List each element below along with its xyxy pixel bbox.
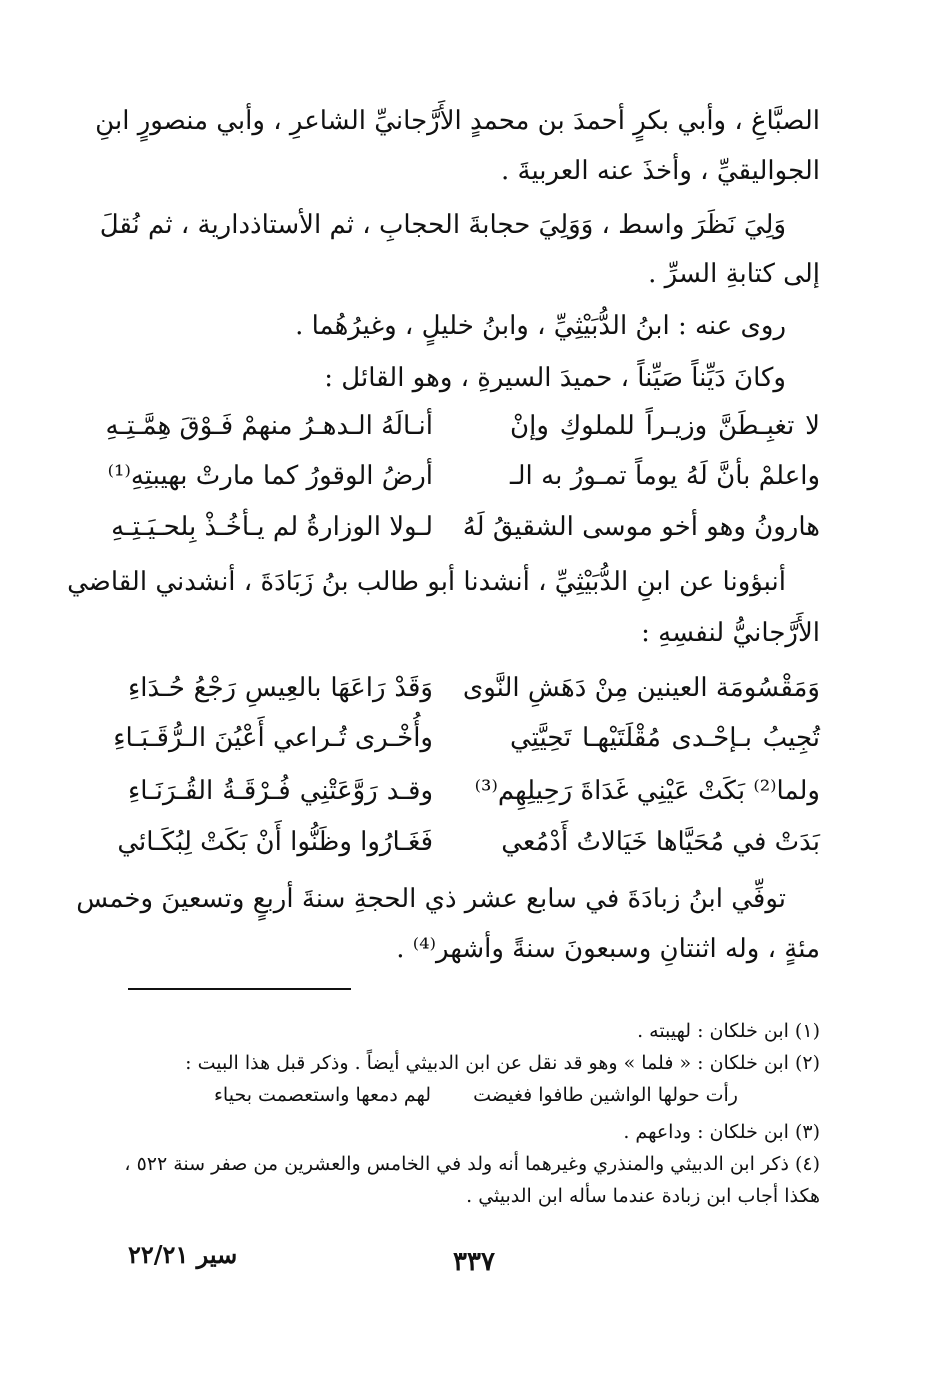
verse-first-hemistich: ولما⁽²⁾ بَكَتْ عَيْنِي غَدَاةَ رَحِيلِهِم⁽³⁾ <box>474 776 820 806</box>
body-line: الأَرَّجانيُّ لنفسِهِ : <box>641 618 820 648</box>
verse-first-hemistich: بَدَتْ في مُحَيَّاها خَيَالاتُ أَدْمُعي <box>501 827 820 857</box>
verse-second-hemistich: وأُخْـرى تُـراعي أَعْيُنَ الـرُّقَـبَـاءِ <box>113 723 433 753</box>
verse-first-hemistich: وَمَقْسُومَة العينين مِنْ دَهَشِ النَّوى <box>462 673 820 703</box>
footnote-poem-verse <box>128 1082 738 1108</box>
verse-first-hemistich: تُجِيبُ بـإحْـدى مُقْلَتَيْهـا تَحِيَّتِي <box>510 723 820 753</box>
verse-second-hemistich: وقـد رَوَّعَتْنِي فُـرْقَـةُ القُـرَنَـاءِ <box>128 776 433 806</box>
poem-verse <box>111 507 820 547</box>
body-line: توفِّي ابنُ زبادَةَ في سابع عشر ذي الحجةِ سنةَ أربعٍ وتسعينَ وخمس <box>76 884 786 914</box>
poem-verse <box>107 456 820 496</box>
footnote: (١) ابن خلكان : لهيبته . <box>637 1020 820 1042</box>
verse-first-hemistich: هارونُ وهو أخو موسى الشقيقُ لَهُ <box>462 512 820 542</box>
verse-second-hemistich: وَقَدْ رَاعَهَا بالعِيسِ رَجْعُ حُـدَاءِ <box>128 673 433 703</box>
body-line: روى عنه : ابنُ الدُّبَيْثِيِّ ، وابنُ خليلٍ ، وغيرُهُما . <box>295 311 786 341</box>
verse-second-hemistich: أرضُ الوقورُ كما مارتْ بهيبتِهِ⁽¹⁾ <box>107 461 433 491</box>
poem-verse <box>113 718 820 758</box>
poem-verse <box>117 822 820 862</box>
footnote-separator <box>128 988 351 990</box>
footnote: هكذا أجاب ابن زبادة عندما سأله ابن الدبيثي . <box>466 1185 820 1207</box>
body-line: الجواليقيِّ ، وأخذَ عنه العربيةَ . <box>500 156 820 186</box>
poem-verse <box>128 771 820 811</box>
verse-first-hemistich: لا تغبِـطَنَّ وزيـراً للملوكِ وإنْ <box>510 411 820 441</box>
verse-first-hemistich: واعلمْ بأنَّ لَهُ يوماً تمـورُ به الـ <box>510 461 820 491</box>
body-line: إلى كتابةِ السرِّ . <box>648 259 820 289</box>
signature-mark: سير ٢٢/٢١ <box>128 1240 238 1269</box>
footnote-verse-first-hemistich: رأت حولها الواشين طافوا فغيضت <box>473 1084 738 1106</box>
verse-second-hemistich: أنـالَهُ الـدهـرُ منهمْ فَـوْقَ هِمَّـتِـهِ <box>105 411 433 441</box>
body-line: الصبَّاغِ ، وأبي بكرٍ أحمدَ بن محمدٍ الأَرَّجانيِّ الشاعرِ ، وأبي منصورٍ ابنِ <box>95 106 820 136</box>
verse-second-hemistich: فَغَـارُوا وظَنُّوا أَنْ بَكَتْ لِبُكَـائي <box>117 827 433 857</box>
poem-verse <box>128 668 820 708</box>
footnote: (٣) ابن خلكان : وداعهم . <box>623 1121 820 1143</box>
verse-second-hemistich: لـولا الوزارةُ لم يـأخُـذْ بِلحـيَـتِـهِ <box>111 512 433 542</box>
poem-verse <box>105 406 820 446</box>
footnote-verse-second-hemistich: لهم دمعها واستعصمت بحياء <box>214 1084 432 1106</box>
footnote: (٤) ذكر ابن الدبيثي والمنذري وغيرهما أنه ولد في الخامس والعشرين من صفر سنة ٥٢٢ ، <box>124 1153 820 1175</box>
body-line: وَلِيَ نَظَرَ واسط ، وَوَلِيَ حجابةَ الحجابِ ، ثم الأستاذدارية ، ثم نُقلَ <box>99 210 786 240</box>
footnote: (٢) ابن خلكان : « فلما » وهو قد نقل عن ابن الدبيثي أيضاً . وذكر قبل هذا البيت : <box>185 1052 820 1074</box>
page-number: ٣٣٧ <box>453 1247 495 1277</box>
body-line: مئةٍ ، وله اثنتانِ وسبعونَ سنةً وأشهر⁽⁴⁾ . <box>396 934 820 964</box>
body-line: أنبؤونا عن ابنِ الدُّبَيْثِيِّ ، أنشدنا أبو طالب بنُ زَبَادَةَ ، أنشدني القاضي <box>67 567 786 597</box>
body-line: وكانَ دَيِّناً صَيِّناً ، حميدَ السيرةِ ، وهو القائل : <box>324 363 786 393</box>
